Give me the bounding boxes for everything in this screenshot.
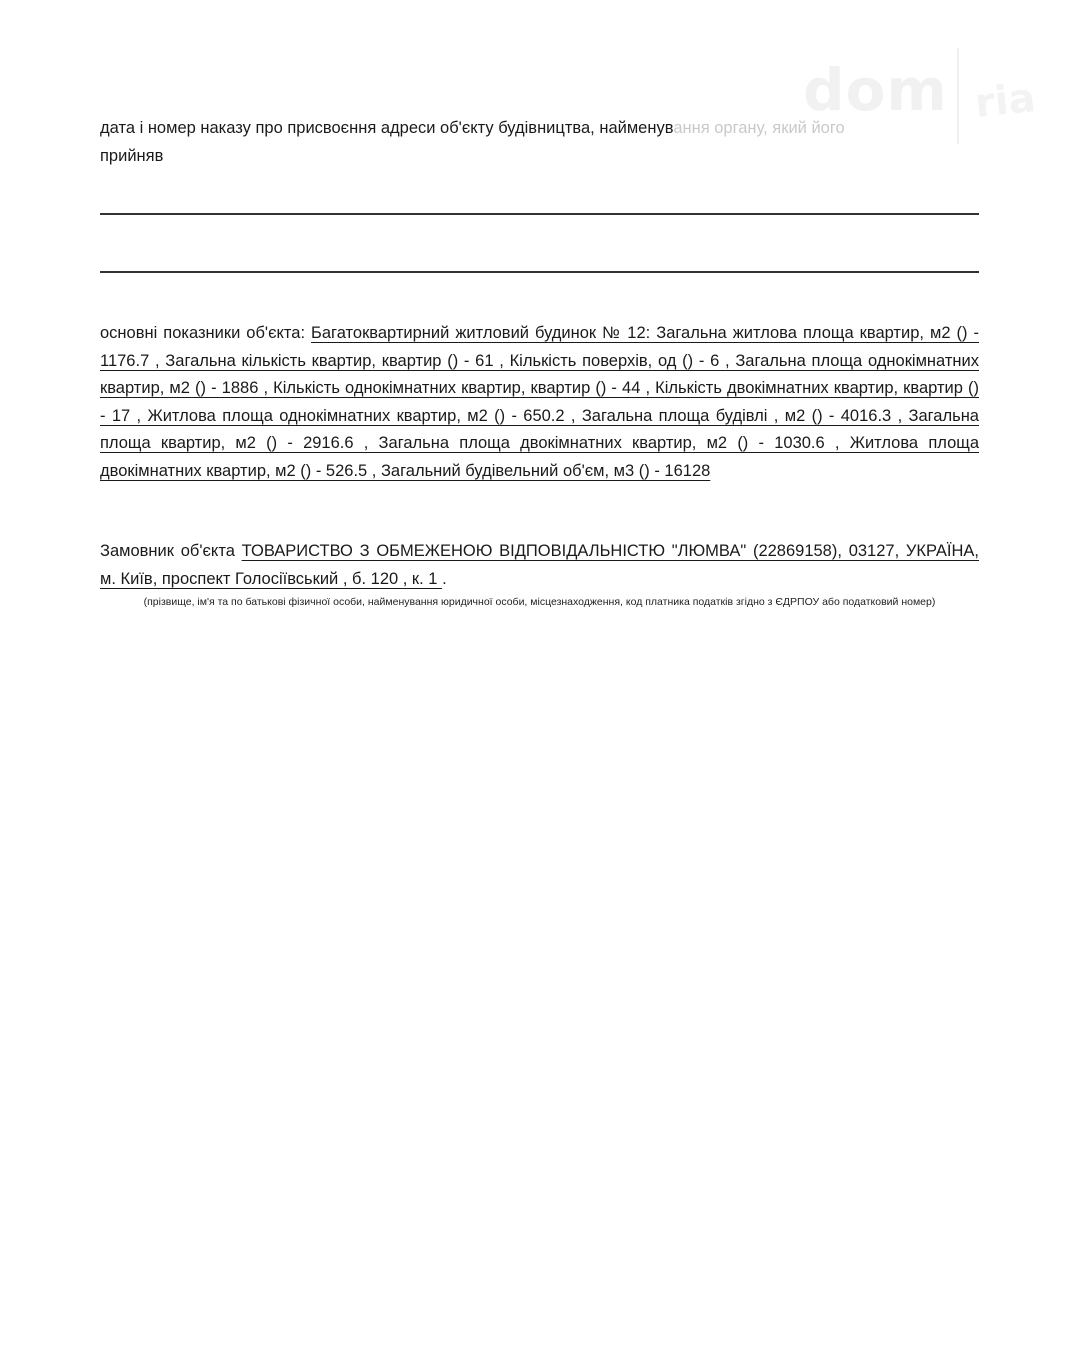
order-caption-main: дата і номер наказу про присвоєння адреси об'єкту будівництва, найменув xyxy=(100,119,674,137)
indicators-label: основні показники об'єкта: xyxy=(100,324,312,342)
customer-end: . xyxy=(442,569,447,588)
object-customer xyxy=(100,538,979,593)
watermark-tail: ria xyxy=(972,74,1038,128)
customer-label: Замовник об'єкта xyxy=(100,542,242,560)
order-blank-line-1 xyxy=(100,213,979,215)
customer-footnote: (прізвище, ім'я та по батькові фізичної особи, найменування юридичної особи, місцезнаходження, код платника податків згідно з ЄДРПОУ або податковий номер) xyxy=(143,596,936,608)
order-blank-line-2 xyxy=(100,271,979,273)
watermark-text: dom xyxy=(803,56,948,124)
order-caption-end: прийняв xyxy=(100,146,164,165)
order-caption xyxy=(100,115,979,170)
object-indicators xyxy=(100,320,979,485)
order-caption-faded: ання органу, який його xyxy=(673,119,845,137)
indicators-value: Багатоквартирний житловий будинок № 12: Загальна житлова площа квартир, м2 () - 1176.7 , Загальна кількість квартир, квартир () - 61 , Кількість поверхів, од () - 6 , Загальна площа однокімнатних квартир, м2 () - 1886 , Кількість однокімнатних квартир, квартир () - 44 , Кількість двокімнатних квартир, квартир () - 17 , Житлова площа однокімнатних квартир, м2 () - 650.2 , Загальна площа будівлі , м2 () - 4016.3 , Загальна площа квартир, м2 () - 2916.6 , Загальна площа двокімнатних квартир, м2 () - 1030.6 , Житлова площа двокімнатних квартир, м2 () - 526.5 , Загальний будівельний об'єм, м3 () - 16128 xyxy=(100,324,979,480)
customer-value: ТОВАРИСТВО З ОБМЕЖЕНОЮ ВІДПОВІДАЛЬНІСТЮ "ЛЮМВА" (22869158), 03127, УКРАЇНА, м. Київ, проспект Голосіївський , б. 120 , к. 1 xyxy=(100,542,979,588)
